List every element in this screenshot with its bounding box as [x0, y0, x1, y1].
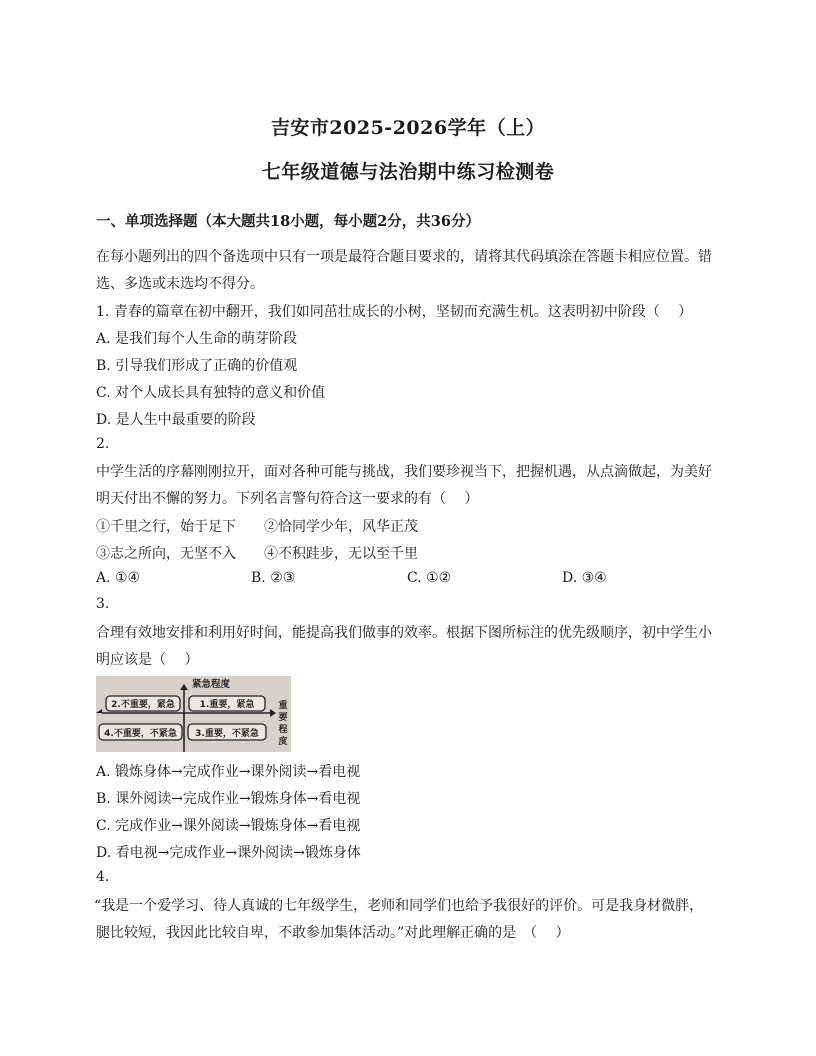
q1-stem: 1. 青春的篇章在初中翻开，我们如同茁壮成长的小树，坚韧而充满生机。这表明初中阶段（ ）: [96, 304, 693, 320]
time-management-quadrant-figure: [96, 676, 291, 752]
figure-cell-1: 1.重要，紧急: [199, 700, 255, 710]
instructions-line-1: 在每小题列出的四个备选项中只有一项是最符合题目要求的，请将其代码填涂在答题卡相应位置。错: [96, 249, 712, 265]
exam-title-line1: 吉安市2025-2026学年（上）: [270, 117, 546, 139]
q2-option-a: A. ①④: [96, 570, 141, 586]
q3-number: 3.: [96, 596, 110, 612]
exam-title-line2: 七年级道德与法治期中练习检测卷: [261, 161, 555, 183]
q2-stem-line-2: 明天付出不懈的努力。下列名言警句符合这一要求的有（ ）: [96, 491, 479, 507]
figure-cell-3: 3.重要，不紧急: [195, 729, 259, 739]
q3-option-d: D. 看电视→完成作业→课外阅读→锻炼身体: [96, 845, 361, 861]
q4-number: 4.: [96, 869, 110, 885]
instructions-line-2: 选、多选或未选均不得分。: [96, 276, 264, 292]
figure-right-label-2: 要: [278, 713, 288, 723]
figure-right-label-4: 度: [278, 737, 288, 747]
q3-option-c: C. 完成作业→课外阅读→锻炼身体→看电视: [96, 818, 361, 834]
q1-option-b: B. 引导我们形成了正确的价值观: [96, 358, 298, 374]
q1-option-a: A. 是我们每个人生命的萌芽阶段: [96, 331, 298, 347]
q2-items-line-1: ①千里之行，始于足下 ②恰同学少年，风华正茂: [96, 519, 418, 535]
q2-number: 2.: [96, 436, 110, 452]
q4-stem-line-1: “我是一个爱学习、待人真诚的七年级学生，老师和同学们也给予我很好的评价。可是我身材微胖，: [94, 898, 704, 914]
q3-option-b: B. 课外阅读→完成作业→锻炼身体→看电视: [96, 791, 361, 807]
figure-right-label-3: 程: [278, 725, 288, 735]
q2-option-b: B. ②③: [251, 570, 296, 586]
q1-option-d: D. 是人生中最重要的阶段: [96, 412, 256, 428]
figure-cell-2: 2.不重要，紧急: [111, 700, 175, 710]
figure-cell-4: 4.不重要，不紧急: [104, 729, 177, 739]
q2-option-c: C. ①②: [407, 570, 452, 586]
q3-stem-line-1: 合理有效地安排和利用好时间，能提高我们做事的效率。根据下图所标注的优先级顺序，初中学生小: [96, 625, 712, 641]
figure-right-label-1: 重: [278, 701, 288, 711]
q2-option-d: D. ③④: [562, 570, 607, 586]
q4-stem-line-2: 腿比较短，我因此比较自卑，不敢参加集体活动。”对此理解正确的是 （ ）: [96, 925, 570, 941]
q2-items-line-2: ③志之所向，无坚不入 ④不积跬步，无以至千里: [96, 546, 418, 562]
q3-option-a: A. 锻炼身体→完成作业→课外阅读→看电视: [96, 764, 361, 780]
q2-stem-line-1: 中学生活的序幕刚刚拉开，面对各种可能与挑战，我们要珍视当下，把握机遇，从点滴做起，为美好: [96, 464, 712, 480]
q1-option-c: C. 对个人成长具有独特的意义和价值: [96, 385, 326, 401]
q3-stem-line-2: 明应该是（ ）: [96, 652, 199, 668]
figure-top-label: 紧急程度: [192, 679, 231, 690]
section-heading: 一、单项选择题（本大题共18小题，每小题2分，共36分）: [96, 213, 480, 230]
